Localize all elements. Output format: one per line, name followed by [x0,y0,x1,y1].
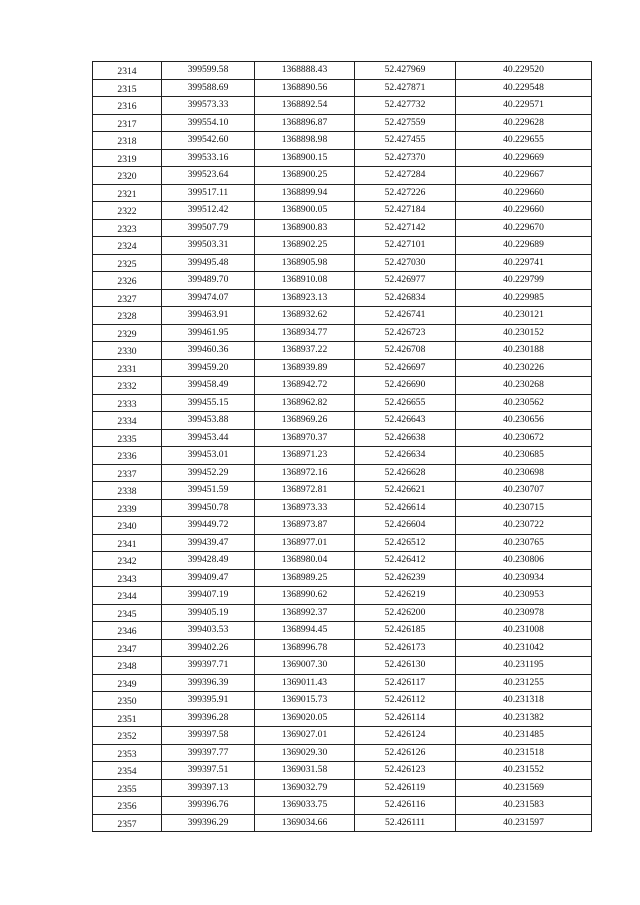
x-coordinate-cell: 399439.47 [162,534,255,552]
longitude-cell: 40.230953 [456,587,592,605]
x-coordinate-cell: 399523.64 [162,167,255,185]
longitude-cell: 40.229667 [456,167,592,185]
longitude-cell: 40.230715 [456,499,592,517]
point-number-cell: 2357 [93,814,162,832]
point-number-cell: 2355 [93,779,162,797]
x-coordinate-cell: 399396.28 [162,709,255,727]
y-coordinate-cell: 1368910.08 [255,272,355,290]
x-coordinate-cell: 399403.53 [162,622,255,640]
point-number-cell: 2350 [93,692,162,710]
latitude-cell: 52.426697 [355,359,456,377]
table-row [93,569,592,587]
latitude-cell: 52.427184 [355,202,456,220]
x-coordinate-cell: 399495.48 [162,254,255,272]
table-row [93,132,592,150]
table-row [93,394,592,412]
x-coordinate-cell: 399459.20 [162,359,255,377]
table-row [93,307,592,325]
y-coordinate-cell: 1369029.30 [255,744,355,762]
latitude-cell: 52.426200 [355,604,456,622]
longitude-cell: 40.229660 [456,184,592,202]
point-number-cell: 2318 [93,132,162,150]
longitude-cell: 40.231318 [456,692,592,710]
x-coordinate-cell: 399489.70 [162,272,255,290]
x-coordinate-cell: 399397.77 [162,744,255,762]
latitude-cell: 52.426239 [355,569,456,587]
y-coordinate-cell: 1368899.94 [255,184,355,202]
x-coordinate-cell: 399452.29 [162,464,255,482]
table-row [93,184,592,202]
x-coordinate-cell: 399542.60 [162,132,255,150]
point-number-cell: 2324 [93,237,162,255]
longitude-cell: 40.230152 [456,324,592,342]
table-row [93,709,592,727]
table-row [93,97,592,115]
y-coordinate-cell: 1368900.05 [255,202,355,220]
y-coordinate-cell: 1368939.89 [255,359,355,377]
table-row [93,412,592,430]
longitude-cell: 40.230765 [456,534,592,552]
longitude-cell: 40.229689 [456,237,592,255]
y-coordinate-cell: 1368989.25 [255,569,355,587]
longitude-cell: 40.230806 [456,552,592,570]
table-row [93,202,592,220]
table-row [93,622,592,640]
latitude-cell: 52.426723 [355,324,456,342]
x-coordinate-cell: 399396.39 [162,674,255,692]
y-coordinate-cell: 1368900.25 [255,167,355,185]
x-coordinate-cell: 399405.19 [162,604,255,622]
longitude-cell: 40.230121 [456,307,592,325]
longitude-cell: 40.230268 [456,377,592,395]
y-coordinate-cell: 1368900.83 [255,219,355,237]
point-number-cell: 2320 [93,167,162,185]
x-coordinate-cell: 399397.13 [162,779,255,797]
table-row [93,657,592,675]
point-number-cell: 2325 [93,254,162,272]
latitude-cell: 52.426117 [355,674,456,692]
table-row [93,272,592,290]
x-coordinate-cell: 399533.16 [162,149,255,167]
y-coordinate-cell: 1368973.33 [255,499,355,517]
latitude-cell: 52.426708 [355,342,456,360]
latitude-cell: 52.426126 [355,744,456,762]
latitude-cell: 52.427226 [355,184,456,202]
latitude-cell: 52.426123 [355,762,456,780]
latitude-cell: 52.427732 [355,97,456,115]
latitude-cell: 52.426834 [355,289,456,307]
latitude-cell: 52.426130 [355,657,456,675]
latitude-cell: 52.426643 [355,412,456,430]
latitude-cell: 52.427871 [355,79,456,97]
table-row [93,114,592,132]
latitude-cell: 52.427559 [355,114,456,132]
x-coordinate-cell: 399507.79 [162,219,255,237]
point-number-cell: 2321 [93,184,162,202]
longitude-cell: 40.231569 [456,779,592,797]
x-coordinate-cell: 399428.49 [162,552,255,570]
latitude-cell: 52.426741 [355,307,456,325]
y-coordinate-cell: 1368890.56 [255,79,355,97]
point-number-cell: 2340 [93,517,162,535]
y-coordinate-cell: 1368898.98 [255,132,355,150]
y-coordinate-cell: 1369007.30 [255,657,355,675]
longitude-cell: 40.229571 [456,97,592,115]
y-coordinate-cell: 1368905.98 [255,254,355,272]
point-number-cell: 2341 [93,534,162,552]
longitude-cell: 40.230698 [456,464,592,482]
longitude-cell: 40.230934 [456,569,592,587]
point-number-cell: 2319 [93,149,162,167]
longitude-cell: 40.230707 [456,482,592,500]
coordinates-table-body [93,62,592,832]
latitude-cell: 52.426690 [355,377,456,395]
latitude-cell: 52.427370 [355,149,456,167]
table-row [93,517,592,535]
table-row [93,324,592,342]
y-coordinate-cell: 1368977.01 [255,534,355,552]
table-row [93,167,592,185]
x-coordinate-cell: 399455.15 [162,394,255,412]
table-row [93,674,592,692]
latitude-cell: 52.427969 [355,62,456,80]
point-number-cell: 2333 [93,394,162,412]
longitude-cell: 40.231008 [456,622,592,640]
longitude-cell: 40.230226 [456,359,592,377]
latitude-cell: 52.426634 [355,447,456,465]
x-coordinate-cell: 399397.71 [162,657,255,675]
longitude-cell: 40.230656 [456,412,592,430]
table-row [93,534,592,552]
latitude-cell: 52.427101 [355,237,456,255]
latitude-cell: 52.426116 [355,797,456,815]
x-coordinate-cell: 399407.19 [162,587,255,605]
point-number-cell: 2316 [93,97,162,115]
table-row [93,552,592,570]
point-number-cell: 2347 [93,639,162,657]
point-number-cell: 2329 [93,324,162,342]
longitude-cell: 40.231195 [456,657,592,675]
longitude-cell: 40.230978 [456,604,592,622]
table-row [93,219,592,237]
point-number-cell: 2352 [93,727,162,745]
longitude-cell: 40.231382 [456,709,592,727]
longitude-cell: 40.231255 [456,674,592,692]
x-coordinate-cell: 399453.88 [162,412,255,430]
latitude-cell: 52.427455 [355,132,456,150]
table-row [93,62,592,80]
y-coordinate-cell: 1369034.66 [255,814,355,832]
point-number-cell: 2339 [93,499,162,517]
longitude-cell: 40.229655 [456,132,592,150]
table-row [93,797,592,815]
x-coordinate-cell: 399554.10 [162,114,255,132]
y-coordinate-cell: 1368990.62 [255,587,355,605]
y-coordinate-cell: 1368973.87 [255,517,355,535]
table-row [93,482,592,500]
point-number-cell: 2326 [93,272,162,290]
y-coordinate-cell: 1368896.87 [255,114,355,132]
table-row [93,692,592,710]
y-coordinate-cell: 1369031.58 [255,762,355,780]
table-row [93,377,592,395]
y-coordinate-cell: 1368902.25 [255,237,355,255]
y-coordinate-cell: 1368971.23 [255,447,355,465]
longitude-cell: 40.229628 [456,114,592,132]
table-row [93,429,592,447]
table-row [93,342,592,360]
table-row [93,237,592,255]
x-coordinate-cell: 399588.69 [162,79,255,97]
point-number-cell: 2337 [93,464,162,482]
longitude-cell: 40.229660 [456,202,592,220]
longitude-cell: 40.231597 [456,814,592,832]
x-coordinate-cell: 399397.58 [162,727,255,745]
x-coordinate-cell: 399599.58 [162,62,255,80]
longitude-cell: 40.231583 [456,797,592,815]
longitude-cell: 40.229520 [456,62,592,80]
x-coordinate-cell: 399451.59 [162,482,255,500]
x-coordinate-cell: 399512.42 [162,202,255,220]
x-coordinate-cell: 399402.26 [162,639,255,657]
y-coordinate-cell: 1369032.79 [255,779,355,797]
point-number-cell: 2323 [93,219,162,237]
point-number-cell: 2353 [93,744,162,762]
latitude-cell: 52.426219 [355,587,456,605]
x-coordinate-cell: 399409.47 [162,569,255,587]
table-row [93,254,592,272]
latitude-cell: 52.426119 [355,779,456,797]
y-coordinate-cell: 1368923.13 [255,289,355,307]
latitude-cell: 52.426124 [355,727,456,745]
y-coordinate-cell: 1368970.37 [255,429,355,447]
longitude-cell: 40.231485 [456,727,592,745]
x-coordinate-cell: 399397.51 [162,762,255,780]
table-row [93,464,592,482]
y-coordinate-cell: 1368942.72 [255,377,355,395]
point-number-cell: 2336 [93,447,162,465]
x-coordinate-cell: 399517.11 [162,184,255,202]
point-number-cell: 2317 [93,114,162,132]
longitude-cell: 40.229548 [456,79,592,97]
y-coordinate-cell: 1368994.45 [255,622,355,640]
x-coordinate-cell: 399463.91 [162,307,255,325]
latitude-cell: 52.426412 [355,552,456,570]
point-number-cell: 2338 [93,482,162,500]
longitude-cell: 40.230685 [456,447,592,465]
table-row [93,149,592,167]
table-row [93,814,592,832]
x-coordinate-cell: 399396.29 [162,814,255,832]
table-row [93,727,592,745]
longitude-cell: 40.230188 [456,342,592,360]
point-number-cell: 2344 [93,587,162,605]
table-row [93,289,592,307]
latitude-cell: 52.427284 [355,167,456,185]
longitude-cell: 40.229669 [456,149,592,167]
x-coordinate-cell: 399474.07 [162,289,255,307]
point-number-cell: 2335 [93,429,162,447]
longitude-cell: 40.231552 [456,762,592,780]
point-number-cell: 2334 [93,412,162,430]
latitude-cell: 52.426114 [355,709,456,727]
latitude-cell: 52.426512 [355,534,456,552]
coordinates-table [92,61,592,832]
y-coordinate-cell: 1369011.43 [255,674,355,692]
latitude-cell: 52.427030 [355,254,456,272]
point-number-cell: 2343 [93,569,162,587]
latitude-cell: 52.426112 [355,692,456,710]
point-number-cell: 2356 [93,797,162,815]
y-coordinate-cell: 1369015.73 [255,692,355,710]
table-row [93,359,592,377]
y-coordinate-cell: 1368937.22 [255,342,355,360]
x-coordinate-cell: 399395.91 [162,692,255,710]
table-row [93,79,592,97]
latitude-cell: 52.426638 [355,429,456,447]
x-coordinate-cell: 399573.33 [162,97,255,115]
table-row [93,744,592,762]
table-row [93,604,592,622]
longitude-cell: 40.229799 [456,272,592,290]
latitude-cell: 52.427142 [355,219,456,237]
point-number-cell: 2327 [93,289,162,307]
latitude-cell: 52.426621 [355,482,456,500]
point-number-cell: 2354 [93,762,162,780]
x-coordinate-cell: 399461.95 [162,324,255,342]
y-coordinate-cell: 1369027.01 [255,727,355,745]
latitude-cell: 52.426185 [355,622,456,640]
y-coordinate-cell: 1368972.81 [255,482,355,500]
longitude-cell: 40.230722 [456,517,592,535]
table-row [93,762,592,780]
table-row [93,779,592,797]
y-coordinate-cell: 1368888.43 [255,62,355,80]
x-coordinate-cell: 399503.31 [162,237,255,255]
longitude-cell: 40.230672 [456,429,592,447]
y-coordinate-cell: 1368972.16 [255,464,355,482]
latitude-cell: 52.426614 [355,499,456,517]
latitude-cell: 52.426111 [355,814,456,832]
x-coordinate-cell: 399460.36 [162,342,255,360]
y-coordinate-cell: 1368969.26 [255,412,355,430]
x-coordinate-cell: 399449.72 [162,517,255,535]
point-number-cell: 2332 [93,377,162,395]
y-coordinate-cell: 1368992.37 [255,604,355,622]
point-number-cell: 2330 [93,342,162,360]
y-coordinate-cell: 1368932.62 [255,307,355,325]
point-number-cell: 2322 [93,202,162,220]
y-coordinate-cell: 1368934.77 [255,324,355,342]
x-coordinate-cell: 399453.44 [162,429,255,447]
table-row [93,587,592,605]
longitude-cell: 40.229741 [456,254,592,272]
point-number-cell: 2345 [93,604,162,622]
point-number-cell: 2348 [93,657,162,675]
x-coordinate-cell: 399396.76 [162,797,255,815]
latitude-cell: 52.426173 [355,639,456,657]
longitude-cell: 40.230562 [456,394,592,412]
point-number-cell: 2346 [93,622,162,640]
latitude-cell: 52.426604 [355,517,456,535]
point-number-cell: 2351 [93,709,162,727]
y-coordinate-cell: 1368962.82 [255,394,355,412]
y-coordinate-cell: 1369020.05 [255,709,355,727]
y-coordinate-cell: 1368980.04 [255,552,355,570]
longitude-cell: 40.229985 [456,289,592,307]
latitude-cell: 52.426977 [355,272,456,290]
longitude-cell: 40.231042 [456,639,592,657]
point-number-cell: 2342 [93,552,162,570]
x-coordinate-cell: 399450.78 [162,499,255,517]
latitude-cell: 52.426655 [355,394,456,412]
x-coordinate-cell: 399458.49 [162,377,255,395]
longitude-cell: 40.229670 [456,219,592,237]
table-row [93,499,592,517]
point-number-cell: 2315 [93,79,162,97]
y-coordinate-cell: 1368892.54 [255,97,355,115]
x-coordinate-cell: 399453.01 [162,447,255,465]
y-coordinate-cell: 1369033.75 [255,797,355,815]
table-row [93,639,592,657]
point-number-cell: 2331 [93,359,162,377]
point-number-cell: 2328 [93,307,162,325]
y-coordinate-cell: 1368900.15 [255,149,355,167]
y-coordinate-cell: 1368996.78 [255,639,355,657]
table-row [93,447,592,465]
point-number-cell: 2349 [93,674,162,692]
latitude-cell: 52.426628 [355,464,456,482]
point-number-cell: 2314 [93,62,162,80]
longitude-cell: 40.231518 [456,744,592,762]
